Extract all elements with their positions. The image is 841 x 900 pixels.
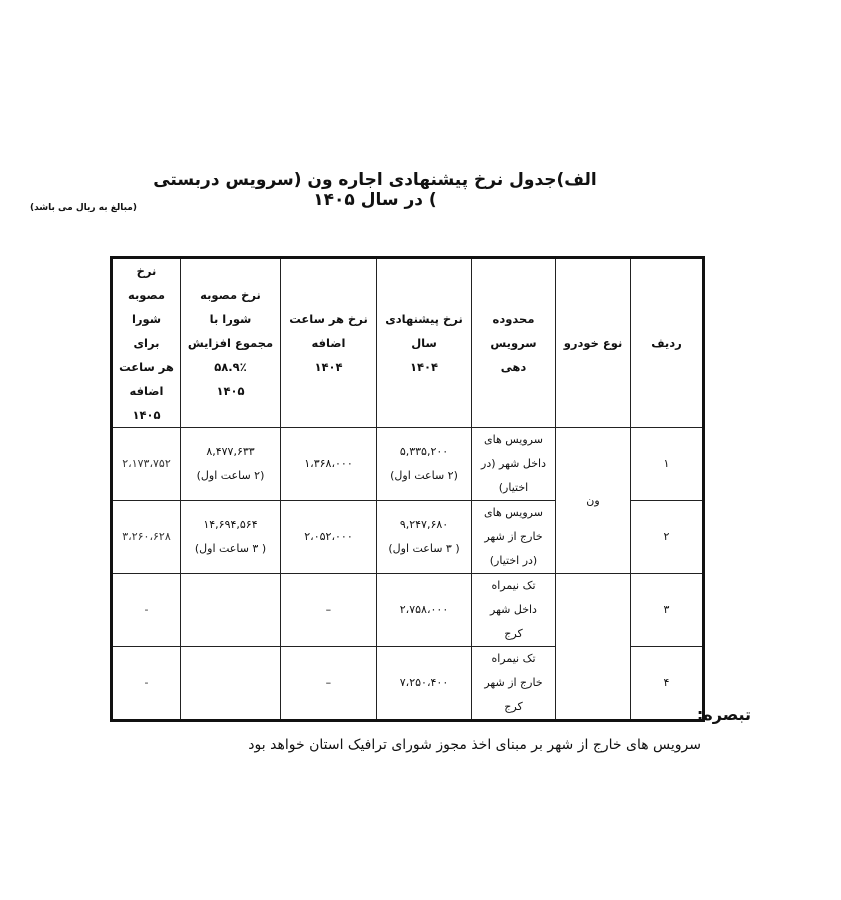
cell-row-no: ۳ (631, 574, 704, 647)
cell-approved-1405: ۸,۴۷۷,۶۳۳ (۲ ساعت اول) (181, 428, 281, 501)
note-heading: تبصره: (696, 705, 751, 724)
table-row (112, 574, 704, 647)
cell-approved-hourly-1405: ۳،۲۶۰،۶۲۸ (112, 501, 181, 574)
note-text: سرویس های خارج از شهر بر مبنای اخذ مجوز شورای ترافیک استان خواهد بود (248, 737, 701, 753)
header-vehicle-type: نوع خودرو (556, 258, 631, 428)
currency-note: (مبالغ به ریال می باشد) (30, 203, 137, 213)
header-hourly-extra-1404: نرخ هر ساعت اضافه ۱۴۰۴ (281, 258, 377, 428)
cell-approved-hourly-1405: - (112, 574, 181, 647)
cell-approved-hourly-1405: ۲،۱۷۳،۷۵۲ (112, 428, 181, 501)
cell-row-no: ۲ (631, 501, 704, 574)
cell-service-area: سرویس های خارج از شهر (در اختیار) (472, 501, 556, 574)
cell-hourly-extra-1404: ۱،۳۶۸،۰۰۰ (281, 428, 377, 501)
cell-proposed-1404: ۵,۳۳۵,۲۰۰ (۲ ساعت اول) (377, 428, 472, 501)
header-approved-hourly-1405: نرخ مصوبه شورا برای هر ساعت اضافه ۱۴۰۵ (112, 258, 181, 428)
document-title: الف)جدول نرخ پیشنهادی اجاره ون (سرویس دربستی ) در سال ۱۴۰۵ (153, 170, 597, 210)
cell-service-area: سرویس های داخل شهر (در اختیار) (472, 428, 556, 501)
cell-approved-1405 (181, 647, 281, 721)
cell-hourly-extra-1404: ۲،۰۵۲،۰۰۰ (281, 501, 377, 574)
cell-hourly-extra-1404: – (281, 574, 377, 647)
cell-service-area: تک نیمراه خارج از شهر کرج (472, 647, 556, 721)
cell-row-no: ۱ (631, 428, 704, 501)
cell-proposed-1404: ۹,۲۴۷,۶۸۰ ( ۳ ساعت اول) (377, 501, 472, 574)
header-proposed-1404: نرخ پیشنهادی سال ۱۴۰۴ (377, 258, 472, 428)
cell-proposed-1404: ۲،۷۵۸،۰۰۰ (377, 574, 472, 647)
cell-approved-1405 (181, 574, 281, 647)
cell-approved-hourly-1405: - (112, 647, 181, 721)
cell-hourly-extra-1404: – (281, 647, 377, 721)
header-service-area: محدوده سرویس دهی (472, 258, 556, 428)
cell-row-no: ۴ (631, 647, 704, 721)
cell-approved-1405: ۱۴,۶۹۴,۵۶۴ ( ۳ ساعت اول) (181, 501, 281, 574)
cell-vehicle-type-empty (556, 574, 631, 721)
header-approved-1405: نرخ مصوبه شورا با مجموع افزایش ۵۸.۹٪ ۱۴۰۵ (181, 258, 281, 428)
cell-vehicle-type: ون (556, 428, 631, 574)
table-header-row (112, 258, 704, 428)
header-row-no: ردیف (631, 258, 704, 428)
table-row (112, 428, 704, 501)
rates-table (110, 256, 705, 722)
cell-proposed-1404: ۷،۲۵۰،۴۰۰ (377, 647, 472, 721)
cell-service-area: تک نیمراه داخل شهر کرج (472, 574, 556, 647)
